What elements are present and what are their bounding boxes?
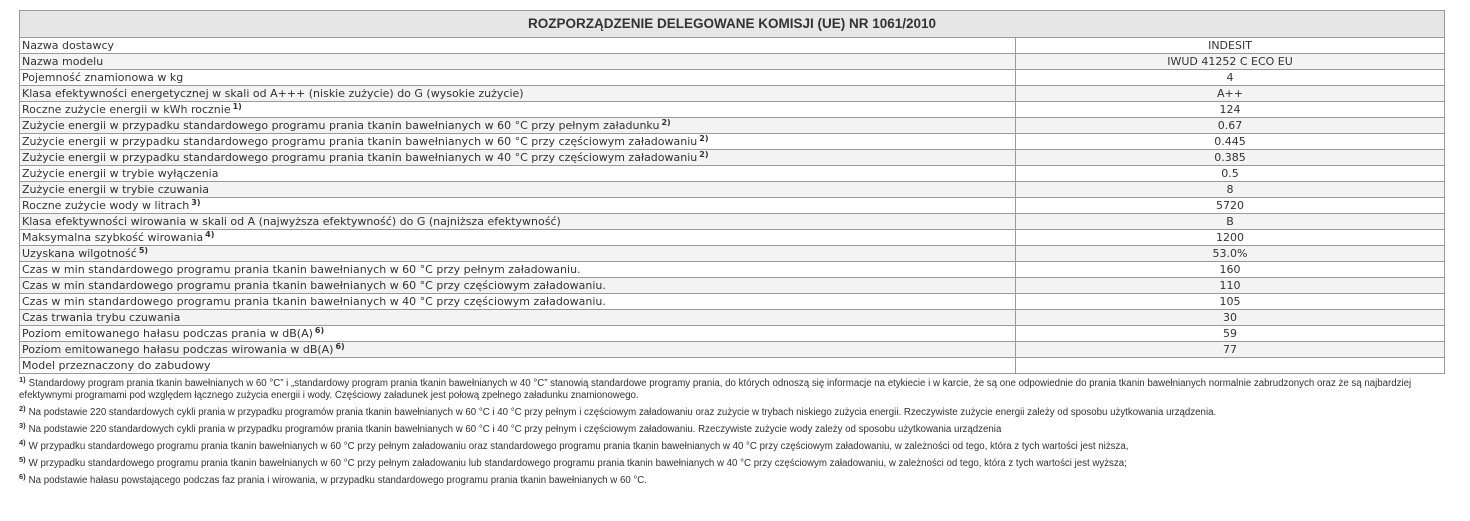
row-label: Zużycie energii w przypadku standardowego programu prania tkanin bawełnianych w 60 °C przy pełnym załadunku xyxy=(22,119,660,132)
row-label: Czas w min standardowego programu prania tkanin bawełnianych w 60 °C przy pełnym załadowaniu. xyxy=(22,263,581,276)
footnote-ref: 2) xyxy=(699,134,709,143)
footnote-number: 5) xyxy=(19,455,26,464)
row-value: 77 xyxy=(1016,342,1445,358)
footnote xyxy=(19,472,1444,487)
footnotes xyxy=(19,375,1444,487)
footnote-text: Standardowy program prania tkanin bawełnianych w 60 °C” i „standardowy program prania tkanin bawełnianych w 40 °C” stanowią standardowe programy prania, do których odnoszą się informacje na etykiecie i w karcie, że są one odpowiednie do prania tkanin bawełnianych normalnie zabrudzonych oraz że są najbardziej efektywnymi programami pod względem łącznego zużycia energii i wody. Częściowy załadunek jest połową zpełnego załadunku znamionowego. xyxy=(19,378,1412,401)
row-label-cell xyxy=(20,230,1016,246)
row-label: Zużycie energii w trybie czuwania xyxy=(22,183,210,196)
row-label-cell xyxy=(20,214,1016,230)
row-value: INDESIT xyxy=(1016,38,1445,54)
table-row xyxy=(20,118,1445,134)
footnote-text: Na podstawie 220 standardowych cykli prania w przypadku programów prania tkanin bawełnianych w 60 °C i 40 °C przy pełnym i częściowym załadowaniu. Rzeczywiste zużycie wody zależy od sposobu użytkowania urządzenia xyxy=(28,424,1002,435)
row-value: 4 xyxy=(1016,70,1445,86)
footnote-number: 2) xyxy=(19,404,26,413)
row-value: B xyxy=(1016,214,1445,230)
footnote-number: 3) xyxy=(19,421,26,430)
row-label: Nazwa dostawcy xyxy=(22,39,115,52)
row-label-cell xyxy=(20,278,1016,294)
footnote-ref: 6) xyxy=(335,342,345,351)
row-value: 5720 xyxy=(1016,198,1445,214)
row-label-cell xyxy=(20,86,1016,102)
row-label: Pojemność znamionowa w kg xyxy=(22,71,184,84)
row-label: Nazwa modelu xyxy=(22,55,104,68)
row-label: Poziom emitowanego hałasu podczas wirowania w dB(A) xyxy=(22,343,334,356)
row-label: Czas trwania trybu czuwania xyxy=(22,311,181,324)
row-label-cell xyxy=(20,262,1016,278)
row-value: 0.445 xyxy=(1016,134,1445,150)
row-label-cell xyxy=(20,118,1016,134)
footnote-ref: 4) xyxy=(205,230,215,239)
row-value: 1200 xyxy=(1016,230,1445,246)
row-label: Poziom emitowanego hałasu podczas prania w dB(A) xyxy=(22,327,313,340)
row-value: 105 xyxy=(1016,294,1445,310)
footnote-text: Na podstawie 220 standardowych cykli prania w przypadku programów prania tkanin bawełnianych w 60 °C i 40 °C przy pełnym i częściowym załadowaniu oraz zużycie w trybach niskiego zużycia energii. Rzeczywiste zużycie energii zależy od sposobu użytkowania urządzenia. xyxy=(28,407,1217,418)
footnote-text: Na podstawie hałasu powstającego podczas faz prania i wirowania, w przypadku standardowego programu prania tkanin bawełnianych w 60 °C. xyxy=(28,475,647,486)
footnote xyxy=(19,455,1444,470)
table-row xyxy=(20,198,1445,214)
table-row xyxy=(20,150,1445,166)
row-value: 0.5 xyxy=(1016,166,1445,182)
row-value: 124 xyxy=(1016,102,1445,118)
table-row xyxy=(20,342,1445,358)
table-row xyxy=(20,262,1445,278)
footnote-ref: 2) xyxy=(661,118,671,127)
row-label-cell xyxy=(20,166,1016,182)
row-label-cell xyxy=(20,134,1016,150)
row-label-cell xyxy=(20,150,1016,166)
table-row xyxy=(20,326,1445,342)
row-label-cell xyxy=(20,342,1016,358)
row-value: IWUD 41252 C ECO EU xyxy=(1016,54,1445,70)
table-title: ROZPORZĄDZENIE DELEGOWANE KOMISJI (UE) NR 1061/2010 xyxy=(20,11,1445,38)
footnote-text: W przypadku standardowego programu prania tkanin bawełnianych w 60 °C przy pełnym załadowaniu lub standardowego programu prania tkanin bawełnianych w 40 °C przy częściowym załadowaniu, w zależności od tego, która z tych wartości jest wyższa; xyxy=(28,458,1127,469)
footnote xyxy=(19,404,1444,419)
row-label-cell xyxy=(20,54,1016,70)
row-label-cell xyxy=(20,294,1016,310)
row-label-cell xyxy=(20,310,1016,326)
row-value: 110 xyxy=(1016,278,1445,294)
footnote-ref: 6) xyxy=(314,326,325,335)
table-row xyxy=(20,134,1445,150)
regulation-document xyxy=(19,10,1444,492)
row-label: Uzyskana wilgotność xyxy=(22,247,137,260)
row-value: 0.67 xyxy=(1016,118,1445,134)
table-row xyxy=(20,294,1445,310)
footnote xyxy=(19,375,1444,402)
row-label: Roczne zużycie energii w kWh rocznie xyxy=(22,103,231,116)
footnote-number: 4) xyxy=(19,438,26,447)
row-value: 59 xyxy=(1016,326,1445,342)
row-label: Roczne zużycie wody w litrach xyxy=(22,199,190,212)
row-value: 53.0% xyxy=(1016,246,1445,262)
row-value: 160 xyxy=(1016,262,1445,278)
spec-table xyxy=(19,10,1445,374)
row-label: Czas w min standardowego programu prania tkanin bawełnianych w 40 °C przy częściowym załadowaniu. xyxy=(22,295,606,308)
table-row xyxy=(20,38,1445,54)
table-row xyxy=(20,70,1445,86)
footnote-ref: 2) xyxy=(699,150,709,159)
row-value: 8 xyxy=(1016,182,1445,198)
table-row xyxy=(20,214,1445,230)
table-row xyxy=(20,278,1445,294)
row-label-cell xyxy=(20,358,1016,374)
row-label-cell xyxy=(20,246,1016,262)
footnote-ref: 3) xyxy=(191,198,201,207)
footnote-text: W przypadku standardowego programu prania tkanin bawełnianych w 60 °C przy pełnym załadowaniu oraz standardowego programu prania tkanin bawełnianych w 40 °C przy częściowym załadowaniu, w zależności od tego, która z tych wartości jest niższa, xyxy=(28,441,1129,452)
row-label-cell xyxy=(20,38,1016,54)
row-value: 0.385 xyxy=(1016,150,1445,166)
row-label: Klasa efektywności energetycznej w skali od A+++ (niskie zużycie) do G (wysokie zużycie) xyxy=(22,87,524,100)
row-label: Maksymalna szybkość wirowania xyxy=(22,231,204,244)
row-value xyxy=(1016,358,1445,374)
row-value: A++ xyxy=(1016,86,1445,102)
footnote-number: 6) xyxy=(19,472,26,481)
table-row xyxy=(20,102,1445,118)
table-row xyxy=(20,310,1445,326)
table-row xyxy=(20,54,1445,70)
table-row xyxy=(20,86,1445,102)
table-title-row xyxy=(20,11,1445,38)
row-label-cell xyxy=(20,326,1016,342)
footnote xyxy=(19,421,1444,436)
row-label: Zużycie energii w trybie wyłączenia xyxy=(22,167,219,180)
row-label: Zużycie energii w przypadku standardowego programu prania tkanin bawełnianych w 60 °C przy częściowym załadowaniu xyxy=(22,135,698,148)
row-label: Klasa efektywności wirowania w skali od A (najwyższa efektywność) do G (najniższa efektywność) xyxy=(22,215,561,228)
row-value: 30 xyxy=(1016,310,1445,326)
table-row xyxy=(20,246,1445,262)
row-label: Zużycie energii w przypadku standardowego programu prania tkanin bawełnianych w 40 °C przy częściowym załadowaniu xyxy=(22,151,698,164)
row-label-cell xyxy=(20,70,1016,86)
row-label-cell xyxy=(20,182,1016,198)
footnote xyxy=(19,438,1444,453)
row-label: Model przeznaczony do zabudowy xyxy=(22,359,211,372)
row-label: Czas w min standardowego programu prania tkanin bawełnianych w 60 °C przy częściowym załadowaniu. xyxy=(22,279,606,292)
footnote-ref: 5) xyxy=(138,246,149,255)
row-label-cell xyxy=(20,198,1016,214)
row-label-cell xyxy=(20,102,1016,118)
table-row xyxy=(20,182,1445,198)
footnote-number: 1) xyxy=(19,375,26,384)
table-row xyxy=(20,358,1445,374)
table-row xyxy=(20,166,1445,182)
footnote-ref: 1) xyxy=(232,102,242,111)
table-row xyxy=(20,230,1445,246)
